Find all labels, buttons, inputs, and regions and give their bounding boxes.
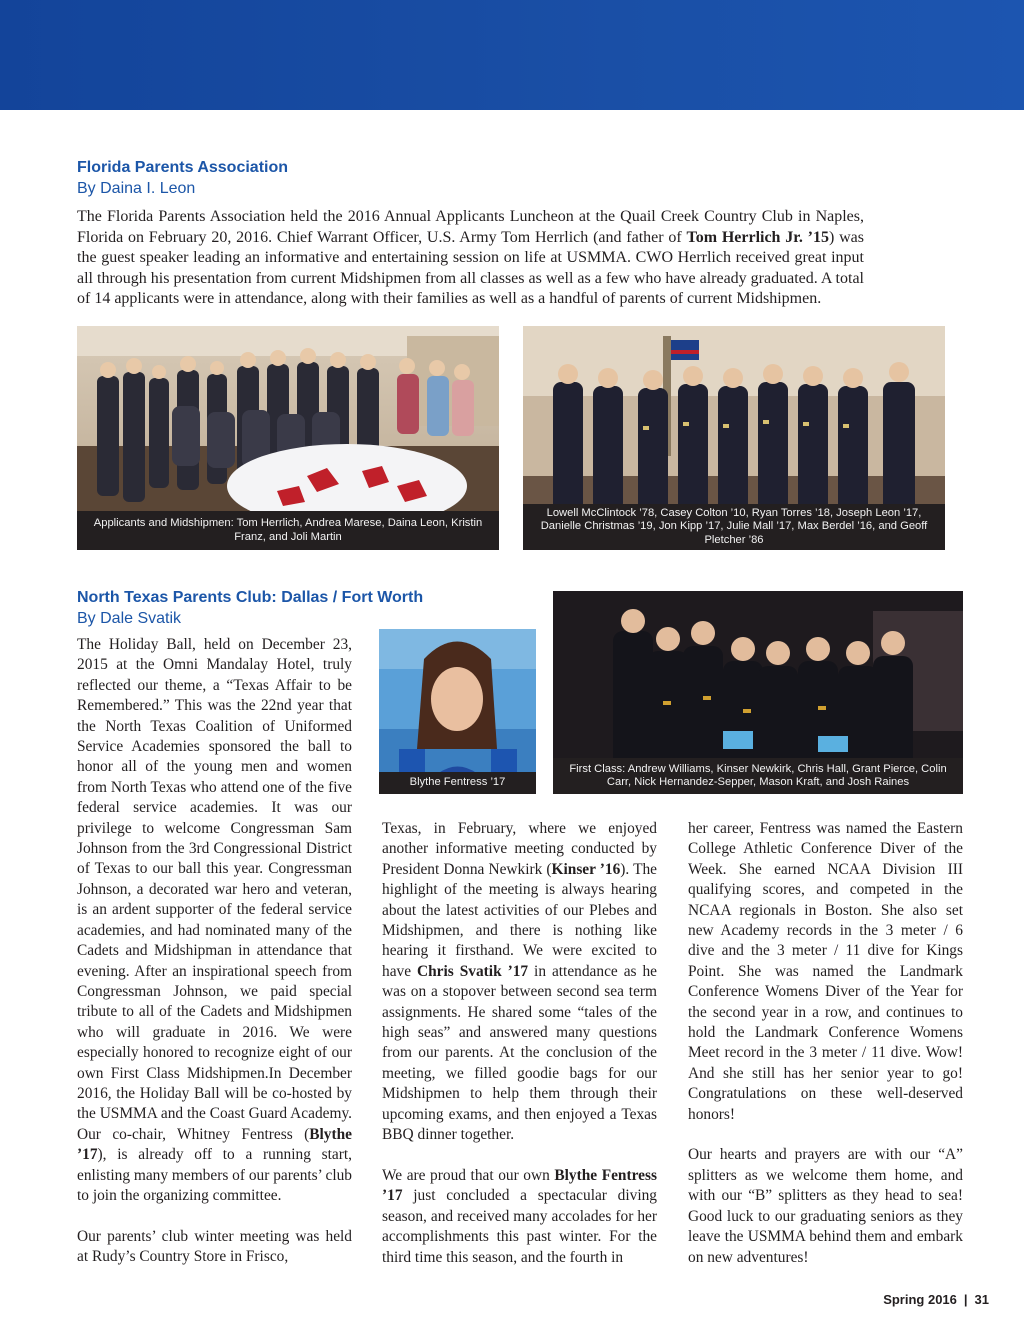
page-number: 31: [974, 1292, 989, 1307]
photo-first-class-caption: First Class: Andrew Williams, Kinser Newkirk, Chris Hall, Grant Pierce, Colin Carr, Nick Hernandez-Sepper, Mason Kraft, and Josh Raines: [553, 758, 963, 794]
col1-paragraph-1: The Holiday Ball, held on December 23, 2015 at the Omni Mandalay Hotel, truly reflected our theme, a “Texas Affair to be Remembered.” This was the 22nd year that the North Texas Coalition of Uniformed Service Academies sponsored the ball to honor all of the young men and women from North Texas who attend one of the five federal service academies. It was our privilege to welcome Congressman Sam Johnson from the 3rd Congressional District of Texas to our ball this year. Congressman Johnson, a decorated war hero and veteran, is an ardent supporter of the federal service academies, and had nominated many of the Cadets and Midshipman in attendance that evening. After an inspirational speech from Congressman Johnson, we paid special tribute to all of the Cadets and Midshipmen who will graduate in 2016. We were especially honored to recognize eight of our own First Class Midshipmen.In December 2016, the Holiday Ball will be co-hosted by the USMMA and the Coast Guard Academy. Our co-chair, Whitney Fentress (Blythe ’17), is already off to a running start, enlisting many members of our parents’ club to join the organizing committee.: [77, 636, 352, 1204]
photo-portrait-blythe: [379, 629, 536, 794]
col2-paragraph-1: Texas, in February, where we enjoyed another informative meeting conducted by President Donna Newkirk (Kinser ’16). The highlight of the meeting is always hearing about the latest activities of our Plebes and Midshipmen, and there is nothing like hearing it firsthand. We were excited to have Chris Svatik ’17 in attendance as he was on a stopover between second sea term assignments. He shared some “tales of the high seas” and answered many questions from our parents. At the conclusion of the meeting, we filled goodie bags for our Midshipmen to help them through their upcoming exams, and then enjoyed a Texas BBQ dinner together.: [382, 820, 657, 1144]
column-3: [688, 819, 963, 1268]
photo-midshipmen-caption: Lowell McClintock ’78, Casey Colton ’10, Ryan Torres ’18, Joseph Leon ’17, Danielle Christmas ’19, Jon Kipp ’17, Julie Mall ’17, Max Berdel ’16, and Geoff Pletcher ’86: [523, 504, 945, 550]
col2-paragraph-2: We are proud that our own Blythe Fentress ’17 just concluded a spectacular diving season, and received many accolades for her accomplishments this past winter. For the third time this season, and the fourth in: [382, 1166, 657, 1266]
top-banner: [0, 0, 1024, 110]
issue-label: Spring 2016: [883, 1292, 957, 1307]
page-footer: [883, 1292, 989, 1307]
column-1: [77, 635, 352, 1268]
article-intro-florida: The Florida Parents Association held the 2016 Annual Applicants Luncheon at the Quail Creek Country Club in Naples, Florida on February 20, 2016. Chief Warrant Officer, U.S. Army Tom Herrlich (and father of Tom Herrlich Jr. ’15) was the guest speaker leading an informative and entertaining session on life at USMMA. CWO Herrlich received great input all through his presentation from current Midshipmen from all classes as well as a few who have already graduated. A total of 14 applicants were in attendance, along with their families as well as a handful of parents of current Midshipmen.: [77, 208, 864, 308]
photo-portrait-blythe-image: [379, 629, 536, 794]
footer-separator: |: [963, 1292, 968, 1307]
col1-paragraph-2: Our parents’ club winter meeting was held at Rudy’s Country Store in Frisco,: [77, 1227, 352, 1266]
column-2: [382, 819, 657, 1268]
section-title-florida: Florida Parents Association: [77, 159, 289, 176]
byline-florida: By Daina I. Leon: [77, 180, 196, 197]
byline-north-texas: By Dale Svatik: [77, 610, 182, 627]
col3-paragraph-1: her career, Fentress was named the Eastern College Athletic Conference Diver of the Week. She earned NCAA Division III qualifying scores, and competed in the NCAA regionals in Boston. She also set new Academy records in the 3 meter / 6 dive and the 3 meter / 11 dive for Kings Point. She was named the Landmark Conference Womens Diver of the Year for the second year in a row, and continues to hold the Landmark Conference Womens Meet record in the 3 meter / 11 dive. Wow! And she still has her senior year to go! Congratulations on these well-deserved honors!: [688, 820, 963, 1123]
col3-paragraph-2: Our hearts and prayers are with our “A” splitters as we welcome them home, and with our “B” splitters as they head to sea! Good luck to our graduating seniors as they leave the USMMA behind them and embark on new adventures!: [688, 1146, 963, 1266]
photo-portrait-caption: Blythe Fentress ’17: [379, 772, 536, 794]
section-title-north-texas: North Texas Parents Club: Dallas / Fort Worth: [77, 589, 424, 606]
photo-applicants-caption: Applicants and Midshipmen: Tom Herrlich, Andrea Marese, Daina Leon, Kristin Franz, and Joli Martin: [77, 511, 499, 550]
